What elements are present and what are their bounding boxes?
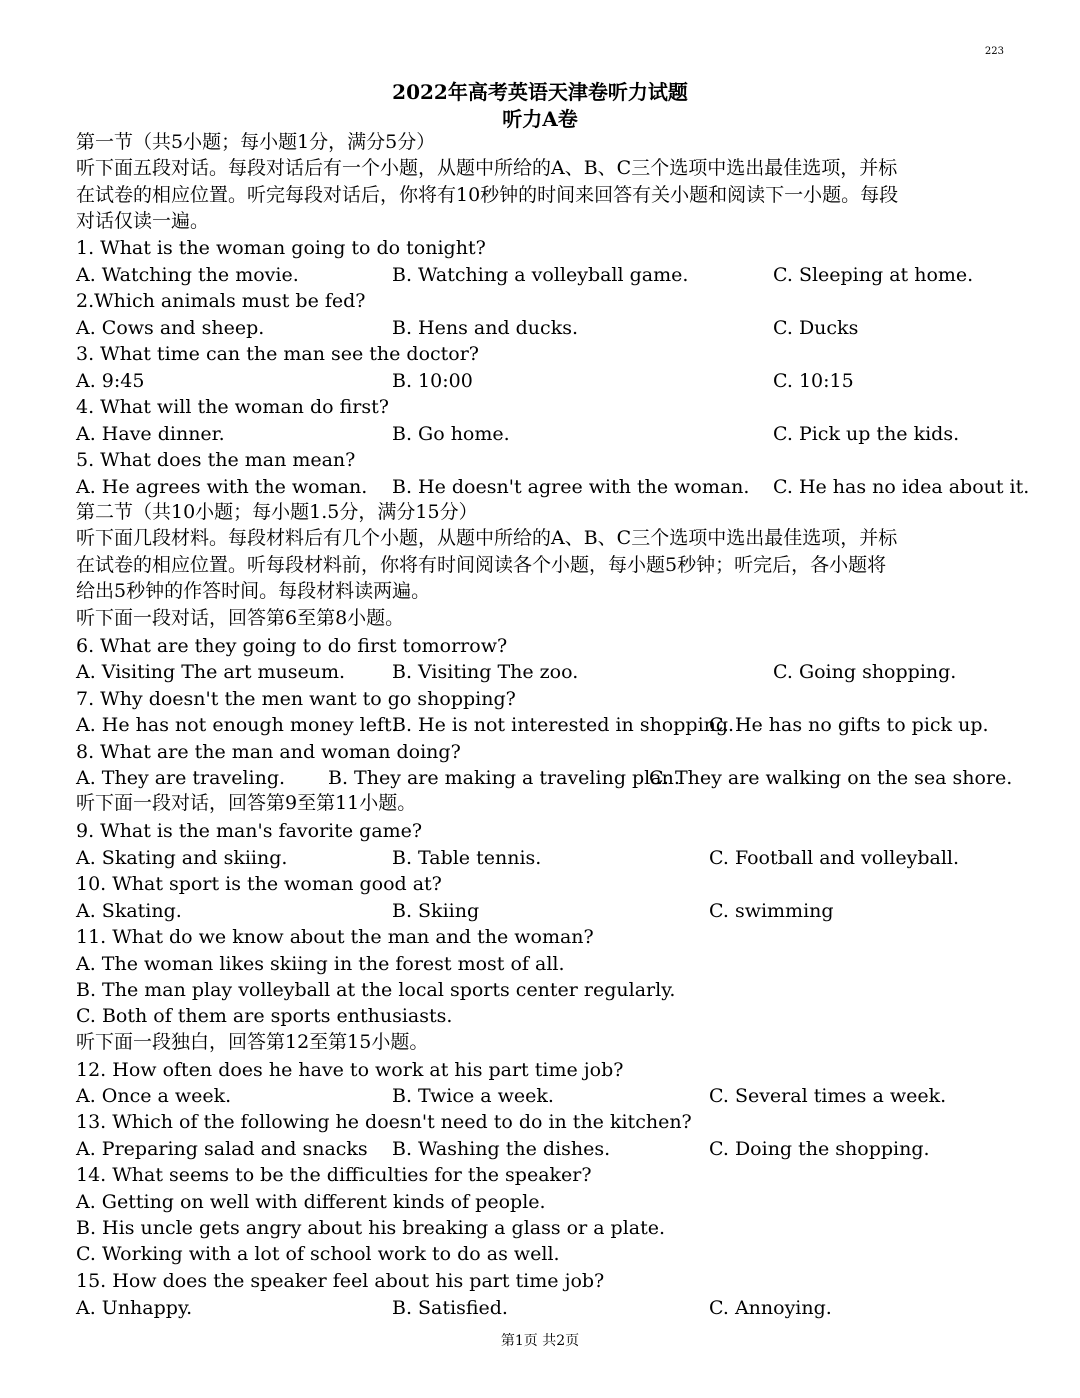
question-11-option-a: A. The woman likes skiing in the forest most of all. xyxy=(76,953,565,975)
section2-heading: 第二节（共10小题；每小题1.5分，满分15分） xyxy=(76,501,478,523)
question-8-option-a: A. They are traveling. xyxy=(76,767,286,789)
question-13-stem: 13. Which of the following he doesn't need to do in the kitchen? xyxy=(76,1111,692,1133)
question-6-option-a: A. Visiting The art museum. xyxy=(76,661,346,683)
question-2-option-c: C. Ducks xyxy=(773,317,859,339)
question-11-option-b: B. The man play volleyball at the local sports center regularly. xyxy=(76,979,676,1001)
group-3-instruction: 听下面一段独白，回答第12至第15小题。 xyxy=(76,1031,429,1053)
question-5-option-b: B. He doesn't agree with the woman. xyxy=(392,476,750,498)
question-5-option-c: C. He has no idea about it. xyxy=(773,476,1030,498)
section1-heading: 第一节（共5小题；每小题1分，满分5分） xyxy=(76,131,436,153)
page-title: 2022年高考英语天津卷听力试题 xyxy=(392,80,688,104)
question-12-option-b: B. Twice a week. xyxy=(392,1085,554,1107)
question-6-option-c: C. Going shopping. xyxy=(773,661,957,683)
group-1-instruction: 听下面一段对话，回答第6至第8小题。 xyxy=(76,607,405,629)
question-1-option-b: B. Watching a volleyball game. xyxy=(392,264,689,286)
question-13-option-b: B. Washing the dishes. xyxy=(392,1138,611,1160)
question-8-option-c: C. They are walking on the sea shore. xyxy=(649,767,1013,789)
question-12-stem: 12. How often does he have to work at his part time job? xyxy=(76,1059,624,1081)
section1-instructions-line: 对话仅读一遍。 xyxy=(76,210,210,232)
question-8-stem: 8. What are the man and woman doing? xyxy=(76,741,461,763)
question-9-stem: 9. What is the man's favorite game? xyxy=(76,820,423,842)
question-2-option-b: B. Hens and ducks. xyxy=(392,317,578,339)
question-3-option-c: C. 10:15 xyxy=(773,370,854,392)
question-9-option-c: C. Football and volleyball. xyxy=(709,847,960,869)
question-4-option-a: A. Have dinner. xyxy=(76,423,225,445)
question-7-option-c: C. He has no gifts to pick up. xyxy=(709,714,989,736)
page-subtitle: 听力A卷 xyxy=(502,107,578,131)
question-15-option-c: C. Annoying. xyxy=(709,1297,832,1319)
question-14-option-a: A. Getting on well with different kinds of people. xyxy=(76,1191,546,1213)
question-14-option-c: C. Working with a lot of school work to do as well. xyxy=(76,1243,560,1265)
question-15-option-b: B. Satisfied. xyxy=(392,1297,508,1319)
page-footer: 第1页 共2页 xyxy=(500,1333,580,1349)
question-9-option-b: B. Table tennis. xyxy=(392,847,542,869)
section1-instructions-line: 在试卷的相应位置。听完每段对话后，你将有10秒钟的时间来回答有关小题和阅读下一小题。每段 xyxy=(76,184,899,206)
question-3-stem: 3. What time can the man see the doctor? xyxy=(76,343,479,365)
question-1-stem: 1. What is the woman going to do tonight? xyxy=(76,237,486,259)
question-6-stem: 6. What are they going to do first tomorrow? xyxy=(76,635,508,657)
question-14-stem: 14. What seems to be the difficulties for the speaker? xyxy=(76,1164,592,1186)
question-4-option-c: C. Pick up the kids. xyxy=(773,423,960,445)
question-4-option-b: B. Go home. xyxy=(392,423,510,445)
question-2-stem: 2.Which animals must be fed? xyxy=(76,290,366,312)
question-8-option-b: B. They are making a traveling plan. xyxy=(328,767,680,789)
question-3-option-a: A. 9:45 xyxy=(76,370,145,392)
question-7-stem: 7. Why doesn't the men want to go shopping? xyxy=(76,688,516,710)
page-number: 223 xyxy=(984,46,1004,57)
question-5-option-a: A. He agrees with the woman. xyxy=(76,476,368,498)
question-12-option-c: C. Several times a week. xyxy=(709,1085,947,1107)
question-2-option-a: A. Cows and sheep. xyxy=(76,317,265,339)
section2-instructions-line: 听下面几段材料。每段材料后有几个小题，从题中所给的A、B、C三个选项中选出最佳选项，并标 xyxy=(76,527,898,549)
question-4-stem: 4. What will the woman do first? xyxy=(76,396,389,418)
question-10-option-b: B. Skiing xyxy=(392,900,480,922)
question-11-stem: 11. What do we know about the man and the woman? xyxy=(76,926,594,948)
question-10-option-c: C. swimming xyxy=(709,900,834,922)
section1-instructions-line: 听下面五段对话。每段对话后有一个小题，从题中所给的A、B、C三个选项中选出最佳选项，并标 xyxy=(76,157,898,179)
question-7-option-a: A. He has not enough money left. xyxy=(76,714,398,736)
question-10-stem: 10. What sport is the woman good at? xyxy=(76,873,442,895)
question-14-option-b: B. His uncle gets angry about his breaking a glass or a plate. xyxy=(76,1217,666,1239)
question-15-option-a: A. Unhappy. xyxy=(76,1297,193,1319)
question-13-option-a: A. Preparing salad and snacks xyxy=(76,1138,368,1160)
question-9-option-a: A. Skating and skiing. xyxy=(76,847,288,869)
question-7-option-b: B. He is not interested in shopping. xyxy=(392,714,735,736)
question-15-stem: 15. How does the speaker feel about his part time job? xyxy=(76,1270,605,1292)
group-2-instruction: 听下面一段对话，回答第9至第11小题。 xyxy=(76,792,417,814)
question-6-option-b: B. Visiting The zoo. xyxy=(392,661,579,683)
question-3-option-b: B. 10:00 xyxy=(392,370,473,392)
question-12-option-a: A. Once a week. xyxy=(76,1085,232,1107)
question-5-stem: 5. What does the man mean? xyxy=(76,449,356,471)
section2-instructions-line: 给出5秒钟的作答时间。每段材料读两遍。 xyxy=(76,580,431,602)
section2-instructions-line: 在试卷的相应位置。听每段材料前，你将有时间阅读各个小题，每小题5秒钟；听完后，各小题将 xyxy=(76,554,887,576)
question-10-option-a: A. Skating. xyxy=(76,900,182,922)
question-13-option-c: C. Doing the shopping. xyxy=(709,1138,930,1160)
question-11-option-c: C. Both of them are sports enthusiasts. xyxy=(76,1005,453,1027)
question-1-option-a: A. Watching the movie. xyxy=(76,264,299,286)
question-1-option-c: C. Sleeping at home. xyxy=(773,264,974,286)
